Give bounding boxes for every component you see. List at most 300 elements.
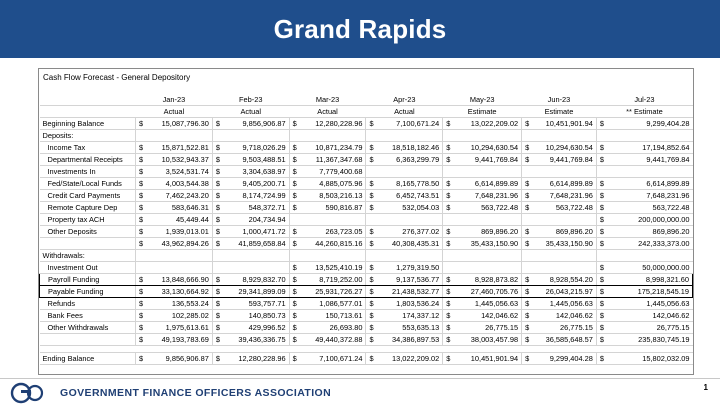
currency-symbol: $ — [596, 154, 604, 166]
currency-symbol: $ — [212, 286, 220, 298]
cell-amount: 553,635.13 — [374, 322, 443, 334]
currency-symbol — [522, 166, 530, 178]
cell-amount — [530, 130, 597, 142]
currency-symbol — [522, 214, 530, 226]
cell-amount: 26,043,215.97 — [530, 286, 597, 298]
cell-amount: 40,308,435.31 — [374, 238, 443, 250]
currency-symbol: $ — [136, 166, 144, 178]
currency-symbol: $ — [136, 214, 144, 226]
currency-symbol: $ — [366, 298, 374, 310]
cell-amount: 563,722.48 — [604, 202, 692, 214]
cell-amount: 15,871,522.81 — [144, 142, 213, 154]
currency-symbol: $ — [289, 353, 297, 365]
currency-symbol: $ — [212, 142, 220, 154]
cell-amount: 6,614,899.89 — [604, 178, 692, 190]
cell-amount: 9,441,769.84 — [604, 154, 692, 166]
cell-amount: 10,532,943.37 — [144, 154, 213, 166]
cell-amount: 263,723.05 — [297, 226, 366, 238]
cell-amount: 8,929,832.70 — [220, 274, 289, 286]
currency-symbol: $ — [443, 154, 451, 166]
currency-symbol — [522, 130, 530, 142]
cell-amount — [220, 130, 289, 142]
spacer-cell — [40, 346, 693, 353]
cell-amount: 869,896.20 — [451, 226, 522, 238]
currency-symbol: $ — [596, 298, 604, 310]
currency-symbol: $ — [443, 190, 451, 202]
month-header: Jan-23 — [136, 94, 213, 106]
currency-symbol — [443, 166, 451, 178]
currency-symbol: $ — [522, 334, 530, 346]
currency-symbol — [289, 214, 297, 226]
cell-amount: 6,452,743.51 — [374, 190, 443, 202]
currency-symbol: $ — [212, 238, 220, 250]
cell-amount: 593,757.71 — [220, 298, 289, 310]
cell-amount: 29,341,899.09 — [220, 286, 289, 298]
cell-amount: 26,693.80 — [297, 322, 366, 334]
page-number: 1 — [703, 383, 708, 392]
cell-amount: 38,003,457.98 — [451, 334, 522, 346]
table-row — [40, 322, 693, 334]
cell-amount: 869,896.20 — [604, 226, 692, 238]
cell-amount: 13,022,209.02 — [451, 118, 522, 130]
currency-symbol: $ — [212, 353, 220, 365]
month-header: Mar-23 — [289, 94, 366, 106]
currency-symbol — [289, 250, 297, 262]
currency-symbol: $ — [366, 322, 374, 334]
cell-amount — [374, 130, 443, 142]
currency-symbol: $ — [596, 322, 604, 334]
cell-amount: 9,856,906.87 — [220, 118, 289, 130]
currency-symbol: $ — [136, 310, 144, 322]
currency-symbol — [522, 250, 530, 262]
cell-amount: 15,087,796.30 — [144, 118, 213, 130]
cell-amount: 7,100,671.24 — [374, 118, 443, 130]
currency-symbol — [136, 250, 144, 262]
currency-symbol: $ — [522, 226, 530, 238]
month-header-row — [40, 94, 693, 106]
table-row — [40, 226, 693, 238]
table-row — [40, 274, 693, 286]
row-label: Fed/State/Local Funds — [40, 178, 136, 190]
cell-amount: 532,054.03 — [374, 202, 443, 214]
row-label: Refunds — [40, 298, 136, 310]
currency-symbol: $ — [443, 286, 451, 298]
cell-amount: 142,046.62 — [530, 310, 597, 322]
cell-amount: 142,046.62 — [451, 310, 522, 322]
cell-amount: 8,503,216.13 — [297, 190, 366, 202]
cell-amount — [297, 250, 366, 262]
cell-amount: 49,193,783.69 — [144, 334, 213, 346]
currency-symbol: $ — [443, 238, 451, 250]
header-spacer — [40, 106, 136, 118]
currency-symbol: $ — [289, 142, 297, 154]
currency-symbol: $ — [596, 190, 604, 202]
cell-amount: 102,285.02 — [144, 310, 213, 322]
table-row — [40, 310, 693, 322]
currency-symbol: $ — [136, 190, 144, 202]
currency-symbol: $ — [366, 178, 374, 190]
cell-amount: 26,775.15 — [604, 322, 692, 334]
row-label: Departmental Receipts — [40, 154, 136, 166]
cell-amount: 25,931,726.27 — [297, 286, 366, 298]
cell-amount — [451, 166, 522, 178]
month-header: Jul-23 — [596, 94, 692, 106]
column-type-header: Actual — [136, 106, 213, 118]
cell-amount: 45,449.44 — [144, 214, 213, 226]
currency-symbol: $ — [212, 334, 220, 346]
cell-amount: 9,299,404.28 — [604, 118, 692, 130]
currency-symbol: $ — [136, 118, 144, 130]
cell-amount: 7,100,671.24 — [297, 353, 366, 365]
currency-symbol: $ — [366, 286, 374, 298]
header-spacer — [40, 94, 136, 106]
table-row — [40, 154, 693, 166]
footer-divider — [0, 378, 720, 379]
currency-symbol — [443, 214, 451, 226]
cell-amount: 12,280,228.96 — [297, 118, 366, 130]
cell-amount: 563,722.48 — [530, 202, 597, 214]
cell-amount — [451, 250, 522, 262]
cell-amount — [144, 130, 213, 142]
cell-amount: 136,553.24 — [144, 298, 213, 310]
cell-amount — [451, 262, 522, 274]
currency-symbol: $ — [212, 190, 220, 202]
month-header: May-23 — [443, 94, 522, 106]
cell-amount: 140,850.73 — [220, 310, 289, 322]
currency-symbol: $ — [366, 274, 374, 286]
currency-symbol: $ — [136, 334, 144, 346]
currency-symbol: $ — [596, 202, 604, 214]
organization-name: GOVERNMENT FINANCE OFFICERS ASSOCIATION — [60, 387, 332, 399]
currency-symbol: $ — [366, 226, 374, 238]
cell-amount: 3,304,638.97 — [220, 166, 289, 178]
cell-amount — [530, 262, 597, 274]
currency-symbol: $ — [596, 238, 604, 250]
spacer-row — [40, 346, 693, 353]
cell-amount: 9,718,026.29 — [220, 142, 289, 154]
row-label: Property tax ACH — [40, 214, 136, 226]
currency-symbol — [212, 130, 220, 142]
cell-amount: 429,996.52 — [220, 322, 289, 334]
column-type-header: Estimate — [522, 106, 597, 118]
cell-amount — [374, 250, 443, 262]
cell-amount — [530, 214, 597, 226]
cell-amount: 8,928,554.20 — [530, 274, 597, 286]
table-row — [40, 166, 693, 178]
row-label: Ending Balance — [40, 353, 136, 365]
cell-amount: 175,218,545.19 — [604, 286, 692, 298]
cell-amount: 10,451,901.94 — [451, 353, 522, 365]
currency-symbol: $ — [596, 262, 604, 274]
currency-symbol: $ — [136, 274, 144, 286]
cell-amount — [297, 130, 366, 142]
cell-amount — [604, 130, 692, 142]
cell-amount: 35,433,150.90 — [530, 238, 597, 250]
cell-amount: 204,734.94 — [220, 214, 289, 226]
cell-amount: 276,377.02 — [374, 226, 443, 238]
cell-amount — [297, 214, 366, 226]
currency-symbol: $ — [136, 238, 144, 250]
currency-symbol: $ — [366, 353, 374, 365]
cell-amount: 50,000,000.00 — [604, 262, 692, 274]
cell-amount: 7,648,231.96 — [604, 190, 692, 202]
currency-symbol: $ — [212, 202, 220, 214]
table-row — [40, 262, 693, 274]
currency-symbol: $ — [289, 166, 297, 178]
column-type-header: Estimate — [443, 106, 522, 118]
currency-symbol: $ — [443, 142, 451, 154]
currency-symbol: $ — [522, 178, 530, 190]
table-row — [40, 334, 693, 346]
currency-symbol: $ — [443, 298, 451, 310]
currency-symbol: $ — [136, 226, 144, 238]
table-row — [40, 286, 693, 298]
cell-amount: 39,436,336.75 — [220, 334, 289, 346]
cell-amount — [604, 166, 692, 178]
currency-symbol — [443, 250, 451, 262]
currency-symbol: $ — [289, 322, 297, 334]
cell-amount: 15,802,032.09 — [604, 353, 692, 365]
cell-amount: 10,294,630.54 — [530, 142, 597, 154]
month-header: Feb-23 — [212, 94, 289, 106]
month-header: Jun-23 — [522, 94, 597, 106]
cell-amount: 10,451,901.94 — [530, 118, 597, 130]
currency-symbol — [136, 262, 144, 274]
table-row — [40, 190, 693, 202]
cell-amount: 8,998,321.60 — [604, 274, 692, 286]
currency-symbol: $ — [212, 274, 220, 286]
cell-amount: 1,445,056.63 — [451, 298, 522, 310]
table-row — [40, 202, 693, 214]
cell-amount: 21,438,532.77 — [374, 286, 443, 298]
row-label: Investments In — [40, 166, 136, 178]
currency-symbol — [443, 262, 451, 274]
currency-symbol: $ — [366, 310, 374, 322]
currency-symbol: $ — [212, 226, 220, 238]
cell-amount: 9,503,488.51 — [220, 154, 289, 166]
row-label: Income Tax — [40, 142, 136, 154]
row-label: Deposits: — [40, 130, 136, 142]
cell-amount — [530, 250, 597, 262]
table-row — [40, 214, 693, 226]
currency-symbol: $ — [522, 353, 530, 365]
currency-symbol — [596, 250, 604, 262]
cell-amount: 41,859,658.84 — [220, 238, 289, 250]
currency-symbol: $ — [289, 202, 297, 214]
table-row — [40, 238, 693, 250]
cell-amount: 583,646.31 — [144, 202, 213, 214]
cell-amount: 7,779,400.68 — [297, 166, 366, 178]
cell-amount — [451, 214, 522, 226]
row-label: Bank Fees — [40, 310, 136, 322]
cell-amount: 235,830,745.19 — [604, 334, 692, 346]
column-type-header: Actual — [289, 106, 366, 118]
column-type-header: Actual — [366, 106, 443, 118]
cell-amount: 1,445,056.63 — [530, 298, 597, 310]
currency-symbol: $ — [366, 202, 374, 214]
cell-amount: 4,003,544.38 — [144, 178, 213, 190]
cell-amount: 869,896.20 — [530, 226, 597, 238]
currency-symbol: $ — [522, 322, 530, 334]
currency-symbol: $ — [289, 190, 297, 202]
row-label — [40, 238, 136, 250]
currency-symbol: $ — [289, 226, 297, 238]
currency-symbol: $ — [212, 118, 220, 130]
cell-amount: 7,648,231.96 — [451, 190, 522, 202]
cell-amount: 9,405,200.71 — [220, 178, 289, 190]
currency-symbol: $ — [212, 154, 220, 166]
cell-amount: 1,445,056.63 — [604, 298, 692, 310]
currency-symbol: $ — [136, 322, 144, 334]
cell-amount: 1,975,613.61 — [144, 322, 213, 334]
cell-amount: 9,856,906.87 — [144, 353, 213, 365]
currency-symbol: $ — [366, 334, 374, 346]
row-label: Remote Capture Dep — [40, 202, 136, 214]
currency-symbol: $ — [136, 202, 144, 214]
currency-symbol: $ — [366, 262, 374, 274]
currency-symbol: $ — [289, 154, 297, 166]
cell-amount: 1,086,577.01 — [297, 298, 366, 310]
currency-symbol: $ — [443, 322, 451, 334]
currency-symbol — [596, 166, 604, 178]
row-label — [40, 334, 136, 346]
currency-symbol: $ — [522, 298, 530, 310]
cell-amount: 150,713.61 — [297, 310, 366, 322]
cell-amount: 142,046.62 — [604, 310, 692, 322]
cell-amount: 4,885,075.96 — [297, 178, 366, 190]
cell-amount: 7,648,231.96 — [530, 190, 597, 202]
currency-symbol: $ — [522, 190, 530, 202]
currency-symbol: $ — [366, 118, 374, 130]
slide-title: Grand Rapids — [273, 13, 447, 44]
cell-amount: 34,386,897.53 — [374, 334, 443, 346]
currency-symbol: $ — [289, 334, 297, 346]
currency-symbol: $ — [136, 353, 144, 365]
cell-amount: 9,299,404.28 — [530, 353, 597, 365]
cell-amount: 18,518,182.46 — [374, 142, 443, 154]
currency-symbol: $ — [289, 310, 297, 322]
row-label: Credit Card Payments — [40, 190, 136, 202]
currency-symbol: $ — [289, 178, 297, 190]
title-bar — [0, 0, 720, 58]
currency-symbol: $ — [522, 286, 530, 298]
cell-amount: 9,137,536.77 — [374, 274, 443, 286]
gfoa-logo — [10, 382, 50, 404]
currency-symbol — [596, 130, 604, 142]
cell-amount: 26,775.15 — [451, 322, 522, 334]
currency-symbol: $ — [443, 226, 451, 238]
cell-amount: 49,440,372.88 — [297, 334, 366, 346]
currency-symbol: $ — [289, 238, 297, 250]
cash-flow-sheet — [38, 68, 694, 375]
cell-amount: 8,928,873.82 — [451, 274, 522, 286]
currency-symbol: $ — [289, 118, 297, 130]
table-row — [40, 298, 693, 310]
cell-amount: 6,614,899.89 — [530, 178, 597, 190]
table-row — [40, 250, 693, 262]
cell-amount — [604, 250, 692, 262]
cell-amount: 36,585,648.57 — [530, 334, 597, 346]
currency-symbol — [136, 130, 144, 142]
currency-symbol: $ — [596, 286, 604, 298]
currency-symbol: $ — [289, 298, 297, 310]
type-header-row — [40, 106, 693, 118]
cell-amount: 8,165,778.50 — [374, 178, 443, 190]
cell-amount: 43,962,894.26 — [144, 238, 213, 250]
cell-amount: 6,614,899.89 — [451, 178, 522, 190]
table-row — [40, 142, 693, 154]
currency-symbol: $ — [522, 154, 530, 166]
cell-amount — [144, 262, 213, 274]
cell-amount: 200,000,000.00 — [604, 214, 692, 226]
currency-symbol: $ — [596, 353, 604, 365]
cell-amount: 9,441,769.84 — [451, 154, 522, 166]
row-label: Payable Funding — [40, 286, 136, 298]
cell-amount: 11,367,347.68 — [297, 154, 366, 166]
currency-symbol — [289, 130, 297, 142]
table-row — [40, 118, 693, 130]
currency-symbol: $ — [522, 238, 530, 250]
cell-amount: 35,433,150.90 — [451, 238, 522, 250]
cell-amount: 6,363,299.79 — [374, 154, 443, 166]
cell-amount: 3,524,531.74 — [144, 166, 213, 178]
row-label: Other Deposits — [40, 226, 136, 238]
row-label: Withdrawals: — [40, 250, 136, 262]
currency-symbol: $ — [366, 190, 374, 202]
currency-symbol: $ — [596, 214, 604, 226]
currency-symbol — [212, 262, 220, 274]
cell-amount: 1,939,013.01 — [144, 226, 213, 238]
currency-symbol: $ — [596, 118, 604, 130]
cell-amount: 12,280,228.96 — [220, 353, 289, 365]
currency-symbol: $ — [136, 286, 144, 298]
cell-amount: 563,722.48 — [451, 202, 522, 214]
currency-symbol: $ — [212, 322, 220, 334]
cell-amount: 7,462,243.20 — [144, 190, 213, 202]
currency-symbol: $ — [136, 142, 144, 154]
currency-symbol: $ — [443, 274, 451, 286]
table-row — [40, 130, 693, 142]
currency-symbol: $ — [596, 310, 604, 322]
row-label: Other Withdrawals — [40, 322, 136, 334]
cell-amount: 27,460,705.76 — [451, 286, 522, 298]
cell-amount: 242,333,373.00 — [604, 238, 692, 250]
currency-symbol: $ — [212, 298, 220, 310]
currency-symbol: $ — [212, 214, 220, 226]
table-row — [40, 178, 693, 190]
sheet-title: Cash Flow Forecast - General Depository — [43, 73, 191, 82]
currency-symbol: $ — [443, 310, 451, 322]
currency-symbol: $ — [522, 142, 530, 154]
column-type-header: ** Estimate — [596, 106, 692, 118]
cell-amount: 13,848,666.90 — [144, 274, 213, 286]
row-label: Investment Out — [40, 262, 136, 274]
currency-symbol: $ — [596, 178, 604, 190]
currency-symbol: $ — [443, 202, 451, 214]
currency-symbol: $ — [443, 178, 451, 190]
currency-symbol: $ — [443, 118, 451, 130]
cell-amount: 590,816.87 — [297, 202, 366, 214]
currency-symbol: $ — [596, 334, 604, 346]
currency-symbol — [366, 166, 374, 178]
cell-amount — [374, 214, 443, 226]
cell-amount — [530, 166, 597, 178]
month-header: Apr-23 — [366, 94, 443, 106]
cell-amount: 33,130,664.92 — [144, 286, 213, 298]
cell-amount: 13,525,410.19 — [297, 262, 366, 274]
cell-amount: 10,871,234.79 — [297, 142, 366, 154]
currency-symbol — [366, 214, 374, 226]
